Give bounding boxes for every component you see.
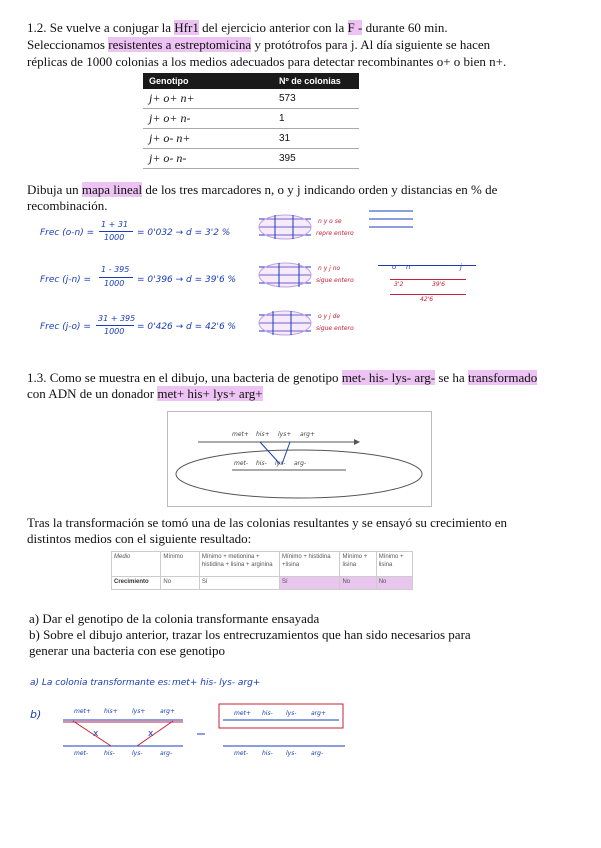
answer-a-text: a) La colonia transformante es: [30,678,172,688]
header-minimo-all: Mínimo + metionina + histidina + lisina + arginina [199,552,279,577]
ab-top-arg: arg+ [160,708,175,715]
growth-cell: No [376,577,412,590]
recipient-lys: lys- [275,460,286,467]
calc3-den: 1000 [104,327,125,336]
table-row [143,89,359,109]
count-cell: 395 [273,149,359,169]
ab-bot-arg: arg- [160,750,173,757]
genotype-cell: j+ o- n- [143,149,273,169]
calc1-fraction-bar [99,231,133,232]
ab-bot-lys: lys- [132,750,143,757]
ab-res-top-lys: lys- [286,710,297,717]
answer-b-label: b) [30,708,42,721]
growth-cell: Sí [199,577,279,590]
ab-bot-met: met- [74,750,89,757]
crossing-sketches [255,205,315,350]
calc2-note1: n y j no [318,265,341,272]
map-total-bar [390,294,466,295]
header-medio: Medio [112,552,161,577]
transform-figure [167,411,432,507]
ab-top-met: met+ [74,708,91,715]
table-row [143,109,359,129]
genotype-table-header [143,73,359,89]
ab-res-top-his: his- [262,710,273,717]
section13-line1: 1.3. Como se muestra en el dibujo, una bacteria de genotipo met- his- lys- arg- se ha transformado [27,370,538,385]
highlight-genotype-minus: met- his- lys- arg- [341,370,436,385]
highlight-estreptomicina: resistentes a estreptomicina [108,37,252,52]
calc1-label: Frec (o-n) = [40,228,95,238]
section12-line3: réplicas de 1000 colonias a los medios adecuados para detectar recombinantes o+ o bien n+. [27,54,507,69]
table-row [112,577,413,590]
growth-cell: No [161,577,199,590]
growth-cell: Sí [280,577,340,590]
section13-line2: con ADN de un donador met+ his+ lys+ arg+ [27,386,263,401]
header-minimo-lys-1: Mínimo + lisina [340,552,376,577]
calc2-fraction-bar [99,277,133,278]
count-cell: 1 [273,109,359,129]
section12-line2: Seleccionamos resistentes a estreptomicina y protótrofos para j. Al día siguiente se hacen [27,37,491,52]
ab-res-bot-lys: lys- [286,750,297,757]
answer-a-genotype: met+ his- lys- arg+ [172,678,261,688]
map-segment-2 [410,279,466,280]
count-cell: 31 [273,129,359,149]
header-minimo-his-lys: Mínimo + histidina +lisina [280,552,340,577]
growth-table-header [112,552,413,577]
calc3-fraction-bar [96,325,134,326]
map-d2: 39'6 [432,281,446,288]
marker-sketch [365,203,417,233]
map-d1: 3'2 [394,281,404,288]
map-label-j: j [460,263,462,271]
map-label-o: o [392,263,397,271]
growth-table [111,551,413,590]
ab-res-bot-met: met- [234,750,249,757]
ab-bot-his: his- [104,750,115,757]
count-cell: 573 [273,89,359,109]
highlight-mapa-lineal: mapa lineal [81,182,143,197]
header-minimo: Mínimo [161,552,199,577]
left-crossing [63,720,183,746]
recipient-arg: arg- [294,460,307,467]
map-segment-1 [390,279,410,280]
table-row [143,149,359,169]
donor-arg: arg+ [300,431,315,438]
highlight-donor-genotype: met+ his+ lys+ arg+ [157,386,263,401]
question-a: a) Dar el genotipo de la colonia transformante ensayada [29,611,320,626]
transform-drawing [168,412,431,506]
calc2-note2: sigue entero [316,277,354,284]
cross-sketch-2 [259,263,311,287]
growth-text-line1: Tras la transformación se tomó una de las colonias resultantes y se ensayó su crecimiento en [27,515,508,530]
header-colonias: Nº de colonias [273,73,359,89]
svg-text:x: x [93,729,99,739]
highlight-f-minus: F - [347,20,363,35]
svg-text:x: x [148,729,154,739]
recipient-his: his- [256,460,267,467]
calc2-label: Frec (j-n) = [40,275,92,285]
cross-sketch-3 [259,311,311,335]
recipient-met: met- [234,460,249,467]
highlight-hfr1: Hfr1 [174,20,199,35]
ab-top-lys: lys+ [132,708,146,715]
calc3-num: 31 + 395 [98,314,136,323]
map-question-line2: recombinación. [27,198,108,213]
ab-res-bot-his: his- [262,750,273,757]
ab-res-top-met: met+ [234,710,251,717]
calc3-label: Frec (j-o) = [40,322,91,332]
map-label-n: n [406,263,411,271]
answer-b-drawing [55,700,350,770]
genotype-cell: j+ o+ n- [143,109,273,129]
calc1-result: = 0'032 → d = 3'2 % [137,228,231,238]
question-b: b) Sobre el dibujo anterior, trazar los entrecruzamientos que han sido necesarios para [29,627,471,642]
question-b-line2: generar una bacteria con ese genotipo [29,643,225,658]
highlight-transformado: transformado [467,370,538,385]
table-row [143,129,359,149]
calc1-note1: n y o se [318,218,342,225]
donor-lys: lys+ [278,431,292,438]
calc2-result: = 0'396 → d = 39'6 % [137,275,237,285]
section12-line1: 1.2. Se vuelve a conjugar la Hfr1 del ejercicio anterior con la F - durante 60 min. [27,20,448,35]
map-question-line1: Dibuja un mapa lineal de los tres marcadores n, o y j indicando orden y distancias en % de [27,182,498,197]
ab-top-his: his+ [104,708,118,715]
map-total: 42'6 [420,296,434,303]
genotype-cell: j+ o+ n+ [143,89,273,109]
calc1-den: 1000 [104,233,125,242]
calc3-result: = 0'426 → d = 42'6 % [137,322,237,332]
row-crecimiento: Crecimiento [112,577,161,590]
ab-res-top-arg: arg+ [311,710,326,717]
calc1-num: 1 + 31 [101,220,129,229]
genotype-table [143,73,359,169]
calc1-note2: repre entero [316,230,354,237]
calc3-note1: o y j de [318,313,341,320]
donor-met: met+ [232,431,249,438]
calc2-den: 1000 [104,279,125,288]
cross-sketch-1 [259,215,311,239]
header-genotipo: Genotipo [143,73,273,89]
genotype-cell: j+ o- n+ [143,129,273,149]
growth-text-line2: distintos medios con el siguiente resultado: [27,531,252,546]
calc3-note2: sigue entero [316,325,354,332]
donor-his: his+ [256,431,270,438]
header-minimo-lys-2: Mínimo + lisina [376,552,412,577]
growth-cell: No [340,577,376,590]
calc2-num: 1 - 395 [101,265,130,274]
ab-res-bot-arg: arg- [311,750,324,757]
